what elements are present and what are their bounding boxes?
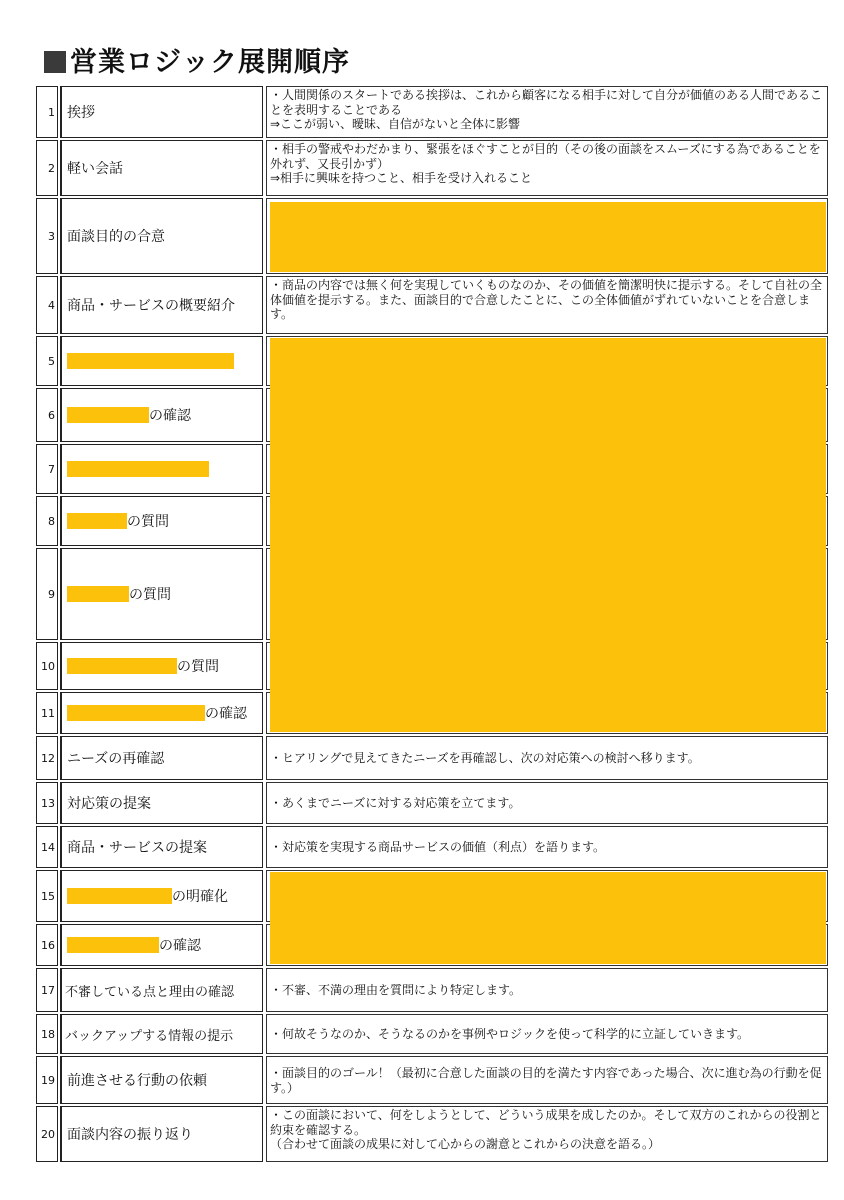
- row-number: 18: [36, 1014, 58, 1054]
- redaction-block: [270, 338, 826, 732]
- table-row: [36, 736, 828, 780]
- row-item: 面談目的の合意: [60, 198, 263, 274]
- redaction-mark: [67, 658, 177, 674]
- page-title-text: 営業ロジック展開順序: [70, 47, 350, 78]
- row-number: 15: [36, 870, 58, 922]
- row-number: 9: [36, 548, 58, 640]
- redaction-mark: [67, 888, 172, 904]
- row-item: の確認: [60, 388, 263, 442]
- row-number: 10: [36, 642, 58, 690]
- row-description: ・不審、不満の理由を質問により特定します。: [266, 968, 828, 1012]
- row-item: の確認: [60, 924, 263, 966]
- row-item: バックアップする情報の提示: [60, 1014, 263, 1054]
- row-description: ・人間関係のスタートである挨拶は、これから顧客になる相手に対して自分が価値のある人間であることを表明することである ⇒ここが弱い、曖昧、自信がないと全体に影響: [266, 86, 828, 138]
- row-description: ・この面談において、何をしようとして、どういう成果を成したのか。そして双方のこれからの役割と約束を確認する。 （合わせて面談の成果に対して心からの謝意とこれからの決意を語る。）: [266, 1106, 828, 1162]
- row-number: 16: [36, 924, 58, 966]
- square-bullet-icon: [44, 51, 66, 73]
- redaction-block: [270, 872, 826, 964]
- row-item: [60, 336, 263, 386]
- table-row: [36, 968, 828, 1012]
- row-item: の質問: [60, 496, 263, 546]
- table-row: [36, 782, 828, 824]
- row-number: 4: [36, 276, 58, 334]
- row-item: 商品・サービスの概要紹介: [60, 276, 263, 334]
- row-item: の質問: [60, 642, 263, 690]
- logic-table: [36, 86, 828, 1162]
- redaction-block: [270, 202, 826, 272]
- table-row: [36, 140, 828, 196]
- row-number: 13: [36, 782, 58, 824]
- row-number: 8: [36, 496, 58, 546]
- row-item: 不審している点と理由の確認: [60, 968, 263, 1012]
- row-number: 19: [36, 1056, 58, 1104]
- row-description: ・ヒアリングで見えてきたニーズを再確認し、次の対応策への検討へ移ります。: [266, 736, 828, 780]
- row-description: ・相手の警戒やわだかまり、緊張をほぐすことが目的（その後の面談をスムーズにする為であることを外れず、又長引かず） ⇒相手に興味を持つこと、相手を受け入れること: [266, 140, 828, 196]
- row-item: 商品・サービスの提案: [60, 826, 263, 868]
- redaction-mark: [67, 705, 205, 721]
- row-number: 17: [36, 968, 58, 1012]
- redaction-mark: [67, 353, 234, 369]
- row-number: 1: [36, 86, 58, 138]
- row-number: 2: [36, 140, 58, 196]
- row-number: 20: [36, 1106, 58, 1162]
- table-row: [36, 86, 828, 138]
- row-number: 11: [36, 692, 58, 734]
- row-number: 5: [36, 336, 58, 386]
- table-row: [36, 1106, 828, 1162]
- row-item: 前進させる行動の依頼: [60, 1056, 263, 1104]
- redaction-mark: [67, 586, 129, 602]
- redaction-mark: [67, 461, 209, 477]
- row-item: の質問: [60, 548, 263, 640]
- row-item: 対応策の提案: [60, 782, 263, 824]
- row-item: の確認: [60, 692, 263, 734]
- row-number: 3: [36, 198, 58, 274]
- row-item: 軽い会話: [60, 140, 263, 196]
- row-item: 挨拶: [60, 86, 263, 138]
- redaction-mark: [67, 407, 149, 423]
- row-description: ・面談目的のゴール！（最初に合意した面談の目的を満たす内容であった場合、次に進む為の行動を促す。）: [266, 1056, 828, 1104]
- row-number: 12: [36, 736, 58, 780]
- row-description: ・商品の内容では無く何を実現していくものなのか、その価値を簡潔明快に提示する。そして自社の全体価値を提示する。また、面談目的で合意したことに、この全体価値がずれていないことを合意します。: [266, 276, 828, 334]
- table-row: [36, 826, 828, 868]
- redaction-mark: [67, 937, 159, 953]
- row-item: 面談内容の振り返り: [60, 1106, 263, 1162]
- row-description: ・何故そうなのか、そうなるのかを事例やロジックを使って科学的に立証していきます。: [266, 1014, 828, 1054]
- redaction-mark: [67, 513, 127, 529]
- row-number: 14: [36, 826, 58, 868]
- row-item: [60, 444, 263, 494]
- page-title: [44, 40, 350, 79]
- row-description: ・対応策を実現する商品サービスの価値（利点）を語ります。: [266, 826, 828, 868]
- row-number: 6: [36, 388, 58, 442]
- row-item: の明確化: [60, 870, 263, 922]
- row-item: ニーズの再確認: [60, 736, 263, 780]
- table-row: [36, 1056, 828, 1104]
- table-row: [36, 1014, 828, 1054]
- row-description: ・あくまでニーズに対する対応策を立てます。: [266, 782, 828, 824]
- table-row: [36, 276, 828, 334]
- row-number: 7: [36, 444, 58, 494]
